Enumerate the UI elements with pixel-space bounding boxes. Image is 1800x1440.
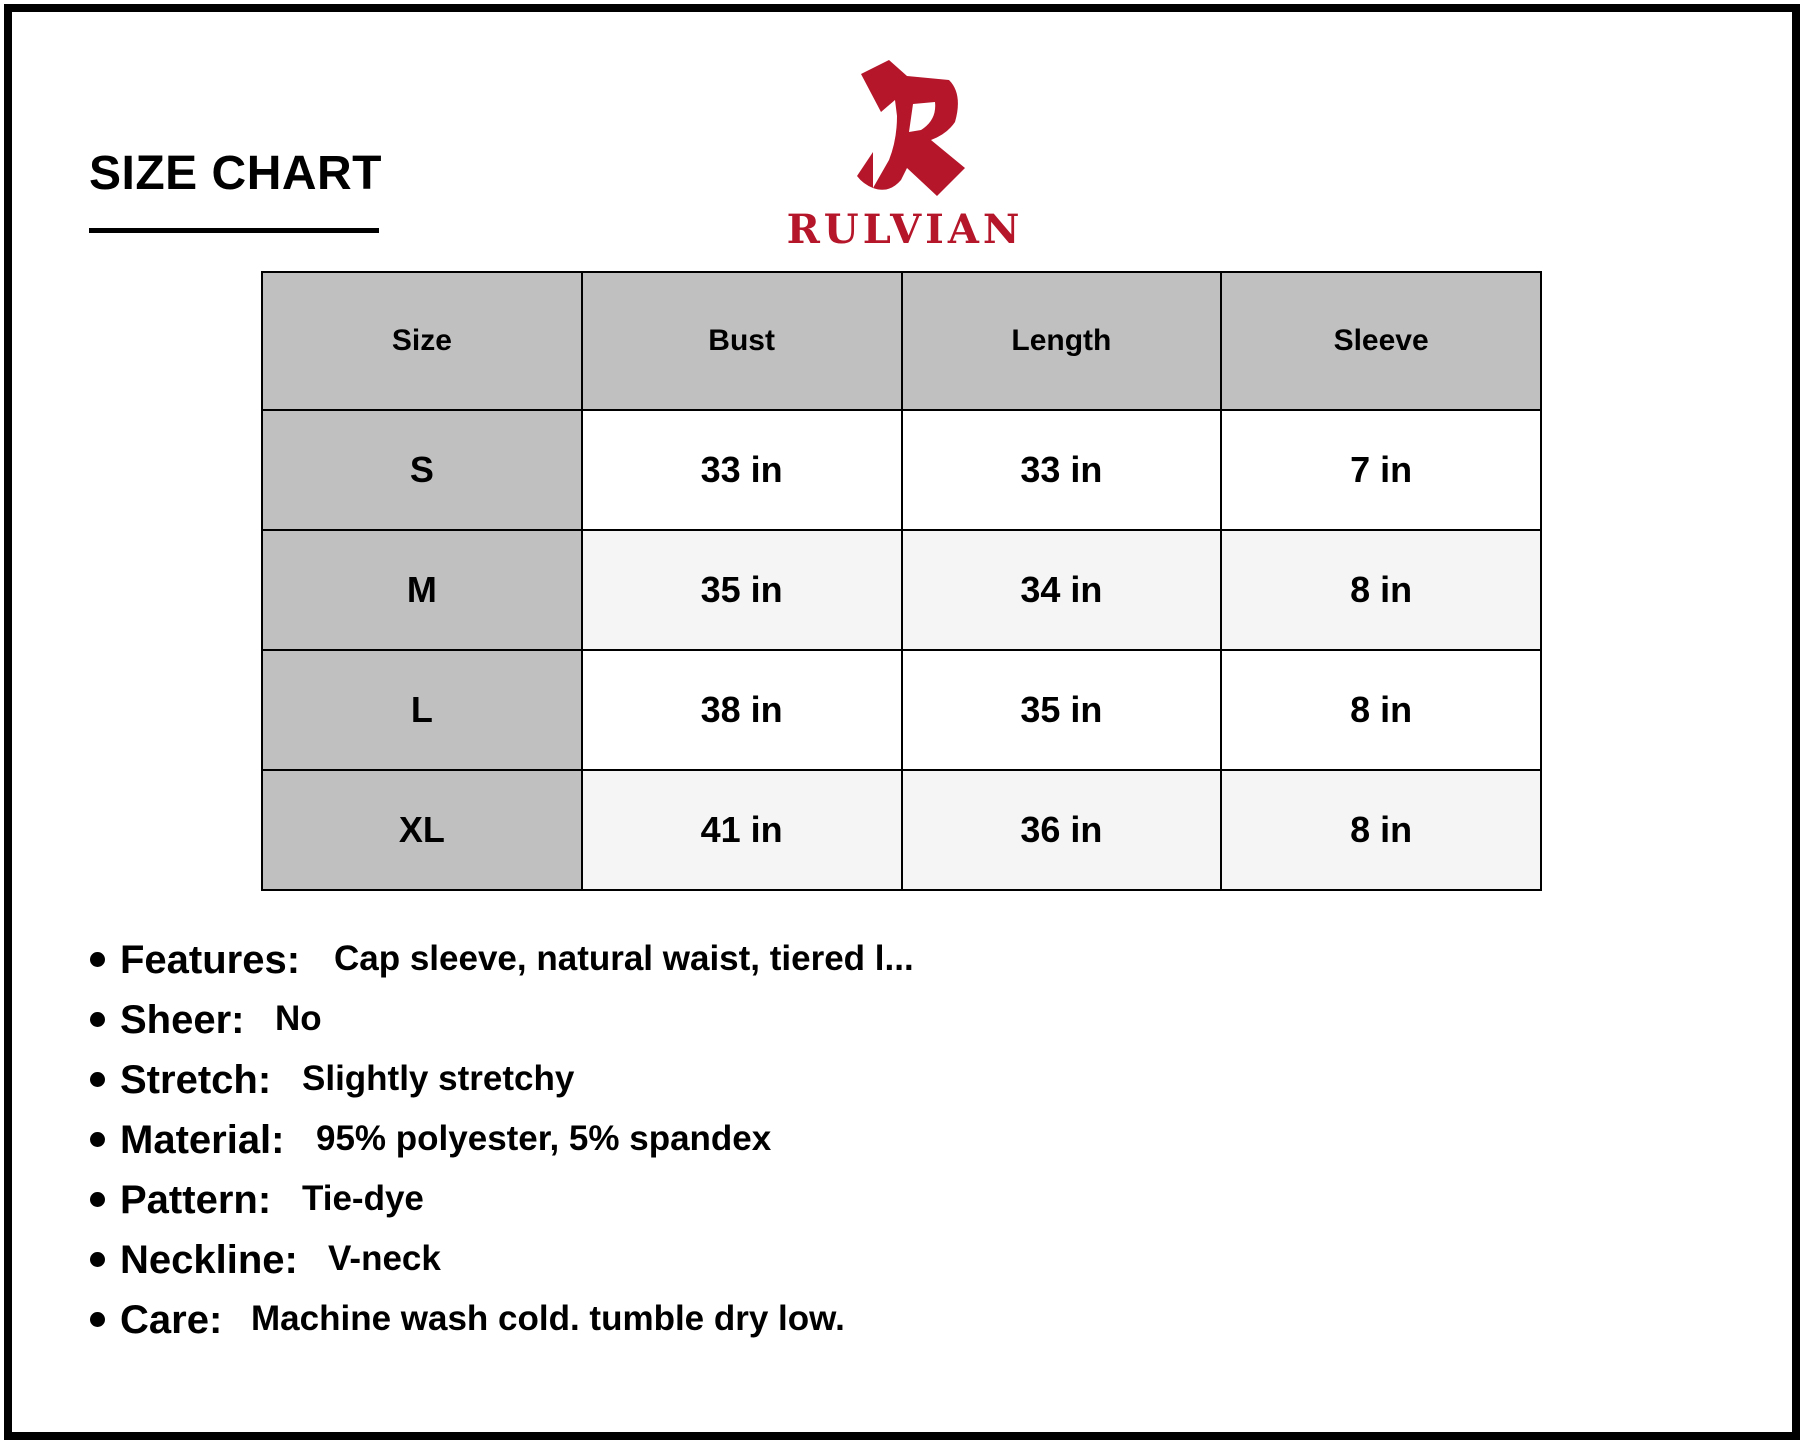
feature-value: Machine wash cold. tumble dry low. [251, 1299, 845, 1338]
table-header-row [262, 272, 1541, 410]
bullet-icon [90, 1252, 105, 1267]
column-header-sleeve: Sleeve [1221, 272, 1541, 410]
sleeve-cell: 8 in [1221, 650, 1541, 770]
page-title: SIZE CHART [89, 147, 382, 200]
stylized-r-logo-icon [837, 60, 969, 200]
column-header-length: Length [902, 272, 1222, 410]
bullet-icon [90, 1072, 105, 1087]
bust-cell: 33 in [582, 410, 902, 530]
length-cell: 33 in [902, 410, 1222, 530]
size-cell: S [262, 410, 582, 530]
feature-label: Features: [120, 938, 301, 982]
table-row [262, 530, 1541, 650]
table-row [262, 770, 1541, 890]
bust-cell: 35 in [582, 530, 902, 650]
title-underline [89, 228, 379, 233]
column-header-bust: Bust [582, 272, 902, 410]
feature-value: Cap sleeve, natural waist, tiered l... [334, 939, 914, 978]
bullet-icon [90, 952, 105, 967]
bullet-icon [90, 1012, 105, 1027]
bust-cell: 41 in [582, 770, 902, 890]
bullet-icon [90, 1192, 105, 1207]
size-table [261, 271, 1542, 891]
length-cell: 34 in [902, 530, 1222, 650]
feature-label: Sheer: [120, 998, 245, 1042]
brand-logo [780, 60, 1030, 255]
feature-value: 95% polyester, 5% spandex [316, 1119, 772, 1158]
feature-label: Neckline: [120, 1238, 298, 1282]
sleeve-cell: 7 in [1221, 410, 1541, 530]
feature-label: Stretch: [120, 1058, 272, 1102]
bullet-icon [90, 1132, 105, 1147]
length-cell: 35 in [902, 650, 1222, 770]
length-cell: 36 in [902, 770, 1222, 890]
feature-label: Care: [120, 1298, 223, 1342]
sleeve-cell: 8 in [1221, 530, 1541, 650]
sleeve-cell: 8 in [1221, 770, 1541, 890]
size-cell: XL [262, 770, 582, 890]
column-header-size: Size [262, 272, 582, 410]
size-cell: M [262, 530, 582, 650]
feature-value: V-neck [328, 1239, 441, 1278]
bullet-icon [90, 1312, 105, 1327]
feature-label: Pattern: [120, 1178, 272, 1222]
table-row [262, 650, 1541, 770]
size-cell: L [262, 650, 582, 770]
feature-value: Slightly stretchy [302, 1059, 575, 1098]
feature-value: Tie-dye [302, 1179, 424, 1218]
table-row [262, 410, 1541, 530]
bust-cell: 38 in [582, 650, 902, 770]
feature-label: Material: [120, 1118, 285, 1162]
brand-name: RULVIAN [786, 206, 1024, 253]
feature-value: No [275, 999, 322, 1038]
